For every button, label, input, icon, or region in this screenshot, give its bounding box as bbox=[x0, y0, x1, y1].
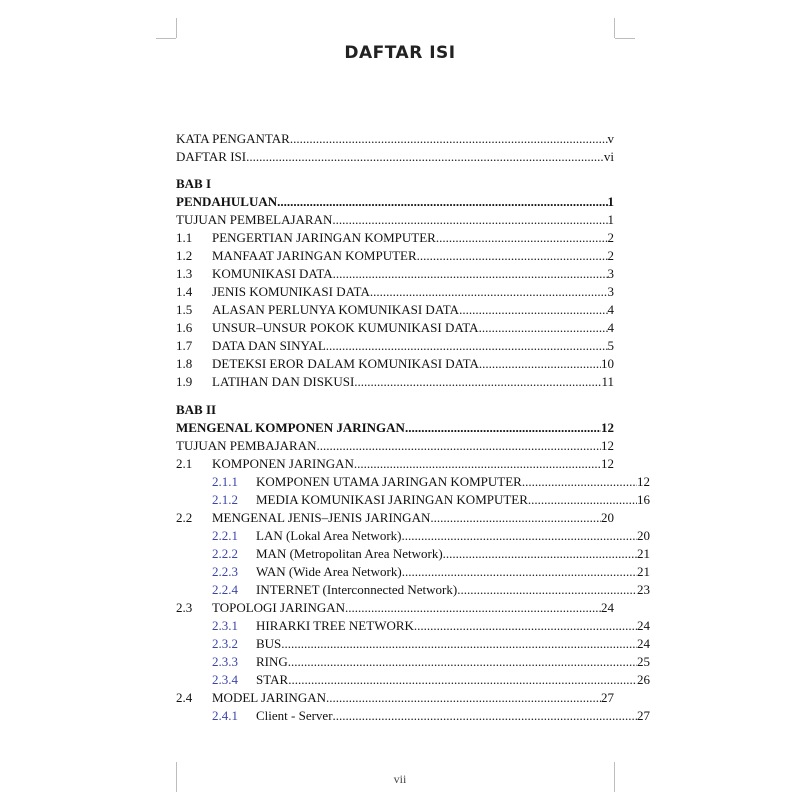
toc-label: WAN (Wide Area Network) bbox=[256, 564, 402, 579]
toc-page: 1 bbox=[607, 212, 614, 227]
toc-entry[interactable] bbox=[176, 689, 614, 707]
toc-entry[interactable] bbox=[176, 599, 614, 617]
toc-number: 1.8 bbox=[176, 356, 193, 371]
toc-label: STAR bbox=[256, 672, 289, 687]
toc-page: 26 bbox=[637, 672, 650, 687]
toc-number: 2.2.3 bbox=[212, 564, 238, 579]
toc-leader bbox=[326, 337, 608, 355]
toc-label: UNSUR–UNSUR POKOK KUMUNIKASI DATA bbox=[212, 320, 479, 335]
toc-number: 1.1 bbox=[176, 230, 193, 245]
toc-label: TUJUAN PEMBAJARAN bbox=[176, 438, 317, 453]
toc-page: 23 bbox=[637, 582, 650, 597]
crop-mark bbox=[615, 38, 635, 39]
toc-number: 2.1.2 bbox=[212, 492, 238, 507]
chapter-heading bbox=[176, 401, 614, 419]
toc-page: 21 bbox=[637, 564, 650, 579]
toc-leader bbox=[317, 437, 602, 455]
toc-subentry[interactable] bbox=[176, 491, 650, 509]
toc-leader bbox=[326, 689, 601, 707]
toc-entry[interactable] bbox=[176, 337, 614, 355]
toc-page: 20 bbox=[637, 528, 650, 543]
toc-entry[interactable] bbox=[176, 283, 614, 301]
toc-label: PENDAHULUAN bbox=[176, 194, 278, 209]
toc-leader bbox=[288, 671, 637, 689]
toc-label: KOMPONEN JARINGAN bbox=[212, 456, 354, 471]
toc-label: Client - Server bbox=[256, 708, 333, 723]
toc-page: 21 bbox=[637, 546, 650, 561]
toc-subentry[interactable] bbox=[176, 707, 650, 725]
toc-page: 27 bbox=[637, 708, 650, 723]
toc-leader bbox=[332, 211, 607, 229]
toc-subentry[interactable] bbox=[176, 653, 650, 671]
toc-leader bbox=[402, 563, 637, 581]
toc-label: DAFTAR ISI bbox=[176, 149, 247, 164]
toc-page: v bbox=[607, 131, 614, 146]
toc-entry[interactable] bbox=[176, 301, 614, 319]
toc-page: 24 bbox=[637, 636, 650, 651]
toc-number: 1.5 bbox=[176, 302, 193, 317]
toc-entry[interactable] bbox=[176, 193, 614, 211]
toc-page: 12 bbox=[601, 456, 614, 471]
toc-entry[interactable] bbox=[176, 437, 614, 455]
toc-page: 3 bbox=[607, 284, 614, 299]
toc-leader bbox=[290, 130, 608, 148]
toc-subentry[interactable] bbox=[176, 527, 650, 545]
toc-leader bbox=[479, 319, 608, 337]
toc-page: 24 bbox=[601, 600, 614, 615]
toc-leader bbox=[457, 581, 637, 599]
toc-page: 10 bbox=[601, 356, 614, 371]
toc-leader bbox=[333, 265, 608, 283]
toc-label: DATA DAN SINYAL bbox=[212, 338, 326, 353]
toc-entry[interactable] bbox=[176, 355, 614, 373]
toc-leader bbox=[288, 653, 637, 671]
toc-leader bbox=[246, 148, 604, 166]
toc-page: 16 bbox=[637, 492, 650, 507]
toc-leader bbox=[414, 617, 637, 635]
toc-leader bbox=[459, 301, 607, 319]
page-title: DAFTAR ISI bbox=[344, 43, 456, 63]
toc-leader bbox=[354, 455, 601, 473]
toc-label: TOPOLOGI JARINGAN bbox=[212, 600, 346, 615]
toc-page: 3 bbox=[607, 266, 614, 281]
crop-mark bbox=[156, 38, 176, 39]
toc-number: 1.2 bbox=[176, 248, 193, 263]
toc-leader bbox=[479, 355, 601, 373]
toc-number: 2.2.1 bbox=[212, 528, 238, 543]
toc-label: INTERNET (Interconnected Network) bbox=[256, 582, 458, 597]
toc-label: RING bbox=[256, 654, 288, 669]
toc-number: 1.9 bbox=[176, 374, 193, 389]
toc-leader bbox=[370, 283, 608, 301]
crop-mark bbox=[176, 18, 177, 38]
toc-subentry[interactable] bbox=[176, 563, 650, 581]
toc-entry[interactable] bbox=[176, 229, 614, 247]
toc-number: 2.4.1 bbox=[212, 708, 238, 723]
toc-label: MENGENAL KOMPONEN JARINGAN bbox=[176, 420, 405, 435]
toc-leader bbox=[443, 545, 637, 563]
chapter-label: BAB I bbox=[176, 176, 212, 191]
chapter-label: BAB II bbox=[176, 402, 217, 417]
toc-entry[interactable] bbox=[176, 419, 614, 437]
toc-page: 2 bbox=[607, 230, 614, 245]
toc-number: 2.1.1 bbox=[212, 474, 238, 489]
toc-leader bbox=[333, 707, 637, 725]
toc-page: 11 bbox=[601, 374, 614, 389]
toc-subentry[interactable] bbox=[176, 545, 650, 563]
toc-entry[interactable] bbox=[176, 265, 614, 283]
toc-entry[interactable] bbox=[176, 509, 614, 527]
toc-number: 1.6 bbox=[176, 320, 193, 335]
toc-leader bbox=[277, 193, 607, 211]
toc-label: TUJUAN PEMBELAJARAN bbox=[176, 212, 333, 227]
toc-subentry[interactable] bbox=[176, 473, 650, 491]
toc-page: 5 bbox=[607, 338, 614, 353]
toc-number: 2.4 bbox=[176, 690, 193, 705]
toc-number: 1.7 bbox=[176, 338, 193, 353]
toc-number: 2.3.4 bbox=[212, 672, 238, 687]
toc-label: MODEL JARINGAN bbox=[212, 690, 326, 705]
toc-label: PENGERTIAN JARINGAN KOMPUTER bbox=[212, 230, 436, 245]
toc-label: MAN (Metropolitan Area Network) bbox=[256, 546, 443, 561]
toc-page: 24 bbox=[637, 618, 650, 633]
toc-leader bbox=[430, 509, 601, 527]
toc-label: LAN (Lokal Area Network) bbox=[256, 528, 402, 543]
toc-entry[interactable] bbox=[176, 211, 614, 229]
toc-leader bbox=[281, 635, 637, 653]
page-number: vii bbox=[393, 772, 407, 786]
toc-leader bbox=[401, 527, 637, 545]
toc-label: LATIHAN DAN DISKUSI bbox=[212, 374, 355, 389]
toc-page: 27 bbox=[601, 690, 614, 705]
toc-number: 2.2 bbox=[176, 510, 193, 525]
toc-leader bbox=[354, 373, 601, 391]
toc-page: 4 bbox=[607, 302, 614, 317]
toc-page: 12 bbox=[601, 420, 614, 435]
toc-page: 2 bbox=[607, 248, 614, 263]
toc-leader bbox=[522, 473, 637, 491]
toc-page: 25 bbox=[637, 654, 650, 669]
toc-page: 12 bbox=[601, 438, 614, 453]
toc-page: 12 bbox=[637, 474, 650, 489]
toc-leader bbox=[528, 491, 637, 509]
toc-label: MANFAAT JARINGAN KOMPUTER bbox=[212, 248, 417, 263]
toc-leader bbox=[405, 419, 601, 437]
toc-entry[interactable] bbox=[176, 148, 614, 166]
toc-page: 4 bbox=[607, 320, 614, 335]
toc-number: 2.3.1 bbox=[212, 618, 238, 633]
toc-leader bbox=[436, 229, 608, 247]
toc-entry[interactable] bbox=[176, 455, 614, 473]
toc-number: 2.1 bbox=[176, 456, 193, 471]
toc-subentry[interactable] bbox=[176, 581, 650, 599]
toc-number: 2.2.4 bbox=[212, 582, 238, 597]
toc-page: 1 bbox=[607, 194, 614, 209]
toc-entry[interactable] bbox=[176, 373, 614, 391]
toc-number: 2.2.2 bbox=[212, 546, 238, 561]
toc-number: 2.3.3 bbox=[212, 654, 238, 669]
toc-label: DETEKSI EROR DALAM KOMUNIKASI DATA bbox=[212, 356, 479, 371]
toc-leader bbox=[417, 247, 608, 265]
toc-entry[interactable] bbox=[176, 130, 614, 148]
toc-number: 1.3 bbox=[176, 266, 193, 281]
toc-label: ALASAN PERLUNYA KOMUNIKASI DATA bbox=[212, 302, 460, 317]
toc-page: 20 bbox=[601, 510, 614, 525]
toc-leader bbox=[345, 599, 601, 617]
toc-page: vi bbox=[603, 149, 614, 164]
toc-subentry[interactable] bbox=[176, 635, 650, 653]
toc-label: HIRARKI TREE NETWORK bbox=[256, 618, 414, 633]
toc-label: KOMPONEN UTAMA JARINGAN KOMPUTER bbox=[256, 474, 522, 489]
toc-label: KATA PENGANTAR bbox=[176, 131, 290, 146]
toc-subentry[interactable] bbox=[176, 617, 650, 635]
toc-label: KOMUNIKASI DATA bbox=[212, 266, 333, 281]
toc-label: MENGENAL JENIS–JENIS JARINGAN bbox=[212, 510, 431, 525]
toc-subentry[interactable] bbox=[176, 671, 650, 689]
chapter-heading bbox=[176, 175, 614, 193]
toc-label: BUS bbox=[256, 636, 282, 651]
toc-label: MEDIA KOMUNIKASI JARINGAN KOMPUTER bbox=[256, 492, 528, 507]
toc-label: JENIS KOMUNIKASI DATA bbox=[212, 284, 370, 299]
toc-number: 2.3.2 bbox=[212, 636, 238, 651]
toc-entry[interactable] bbox=[176, 247, 614, 265]
crop-mark bbox=[614, 18, 615, 38]
toc-entry[interactable] bbox=[176, 319, 614, 337]
toc-number: 1.4 bbox=[176, 284, 193, 299]
toc-number: 2.3 bbox=[176, 600, 193, 615]
